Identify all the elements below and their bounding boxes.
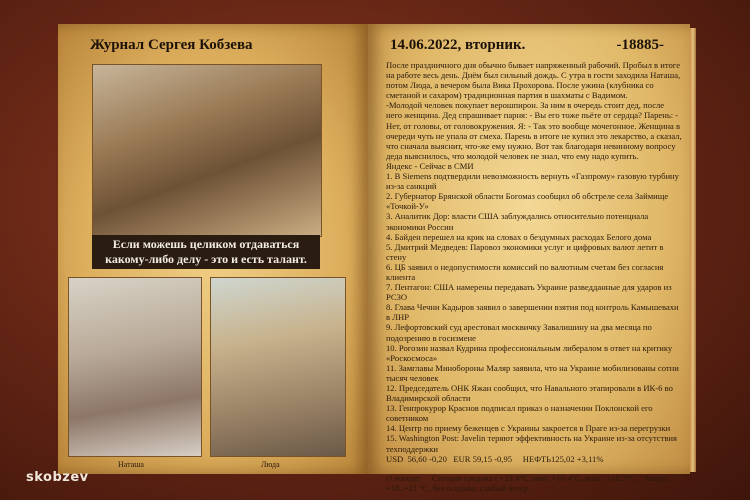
- news-item: 12. Председатель ОНК Яжан сообщил, что Навального этапировали в ИК-6 во Владимирской области: [386, 383, 673, 404]
- news-item: 3. Аналитик Дор: власти США заблуждались относительно потенциала экономики России: [386, 211, 649, 232]
- paragraph: Яндекс - Сейчас в СМИ: [386, 160, 474, 171]
- quote-caption: Если можешь целиком отдаваться какому-либо делу - это и есть талант.: [92, 235, 320, 269]
- paragraph: После праздничного дня обычно бывает напряженный рабочий. Пробыл в итоге на работе весь день. Днём был сильный дождь. С утра в гости заходила Наташа, потом Люда, а вечером была Вика Прохорова. После ужина (клубника со сметаной и сахаром) традиционная партия в шахматы с Вадимом.: [386, 60, 681, 101]
- news-item: 9. Лефортовский суд арестовал москвичку Завалишину на два месяца по подозрению в госизмене: [386, 322, 652, 343]
- page-edge: [690, 28, 696, 472]
- paragraph: -Молодой человек покупает верошпирон. За ним в очередь стоит дед, после него женщина. Дед спрашивает парня: - Вы его тоже пьёте от сердца? Парень: - Нет, от головы, от головокружения. Я: - Так это вообще мочегонное. Женщина в очереди чуть не упала от смеха. Парень в итоге не купил это лекарство, а сказал, что сначала выяснит, что-же ему нужно. Вот так благодаря невинному вопросу деда выяснилось, что молодой человек не знал, что ему надо купить.: [386, 100, 682, 161]
- news-item: 7. Пентагон: США намерены передавать Украине разведданные для ударов из РСЗО: [386, 282, 672, 303]
- news-item: 6. ЦБ заявил о недопустимости комиссий по валютным счетам без согласия клиента: [386, 261, 664, 282]
- photo-caption-lyuda: Люда: [261, 460, 280, 469]
- news-item: 5. Дмитрий Медведев: Паровоз экономики услуг и цифровых валют летит в стену: [386, 241, 664, 262]
- news-item: 8. Глава Чечни Кадыров заявил о завершении взятия под контроль Камышевахи в ЛНР: [386, 302, 679, 323]
- photo-natasha: [68, 277, 202, 457]
- entry-text: [386, 60, 682, 493]
- photo-caption-natasha: Наташа: [118, 460, 144, 469]
- entry-date: 14.06.2022, вторник.: [390, 37, 526, 53]
- entry-number: -18885-: [616, 37, 664, 53]
- left-page: [58, 24, 368, 474]
- news-item: 14. Центр по приему беженцев с Украины закроется в Праге из-за перегрузки: [386, 423, 671, 434]
- watermark-logo: skobzev: [26, 470, 89, 485]
- weather: О погоде: Сегодня средняя t +23.4°C, мин. +16.4°C, макс. +28.2°C. Завтра: +18..+21 °C, без осадков, слабый ветер.: [386, 472, 673, 493]
- news-item: 15. Washington Post: Javelin теряют эффективность на Украине из-за отсутствия техподдержки: [386, 433, 677, 454]
- photo-lyuda: [210, 277, 346, 457]
- news-item: 10. Рогозин назвал Кудрина профессиональным либералом в ответ на критику «Роскосмоса»: [386, 342, 673, 363]
- news-item: 11. Замглавы Минобороны Маляр заявила, что на Украине мобилизованы сотни тысяч человек: [386, 362, 679, 383]
- exchange-rates: USD 56,60 -0,20 EUR 59,15 -0,95 НЕФТЬ125,02 +3,11%: [386, 453, 604, 464]
- news-item: 13. Генпрокурор Краснов подписал приказ о назначении Поклонской его советником: [386, 403, 653, 424]
- right-page: [368, 24, 690, 493]
- news-item: 2. Губернатор Брянской области Богомаз сообщил об обстреле села Займище «Точкой-У»: [386, 191, 669, 212]
- news-item: 1. В Siemens подтвердили невозможность вернуть «Газпрому» газовую турбину из-за санкций: [386, 171, 679, 192]
- woodcarving-photo: [92, 64, 322, 237]
- journal-book: [58, 24, 690, 493]
- news-item: 4. Байден перешел на крик на словах о бездумных расходах Белого дома: [386, 231, 652, 242]
- journal-title: Журнал Сергея Кобзева: [90, 37, 253, 53]
